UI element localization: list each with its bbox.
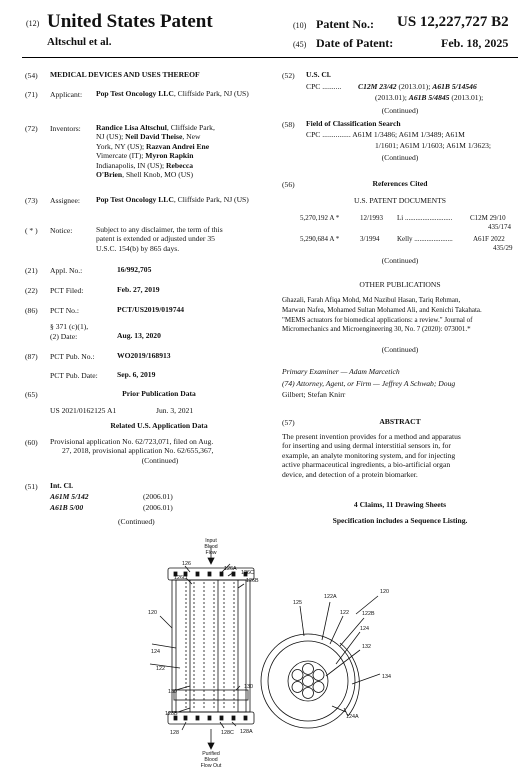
fig-input-3: Flow — [205, 550, 217, 556]
abstract-line-5: device, and detection of a protein biomarker. — [282, 469, 418, 479]
pct-filed-label: PCT Filed: — [50, 286, 84, 295]
assignee-location: , Cliffside Park, NJ (US) — [173, 195, 249, 204]
applicant-location: , Cliffside Park, NJ (US) — [173, 89, 249, 98]
other-pub-line-2: Marwan Nafea, Mohamed Sultan Mohamed Ali, and Kenichi Takahata. — [282, 305, 482, 314]
other-pub-line-1: Ghazali, Farah Afiqa Mohd, Md Nazibul Hasan, Tariq Rehman, — [282, 296, 461, 304]
s371-date: Aug. 13, 2020 — [117, 331, 161, 340]
applicant-label: Applicant: — [50, 90, 83, 99]
ref-1-date: 12/1993 — [360, 214, 383, 222]
abstract-text — [282, 432, 520, 479]
us-docs-heading: U.S. PATENT DOCUMENTS — [354, 196, 446, 205]
fiber-6 — [292, 670, 303, 681]
inventor-2-pre: NJ (US); — [96, 132, 126, 142]
pct-pub-date: Sep. 6, 2019 — [117, 370, 156, 379]
pct-filed: Feb. 27, 2019 — [117, 285, 160, 294]
code-21: (21) — [25, 266, 38, 275]
fig-label-126a: 126A — [224, 566, 237, 572]
fiber-3 — [313, 682, 324, 693]
code-86: (86) — [25, 306, 38, 315]
code-22: (22) — [25, 286, 38, 295]
fig-input-1: Input — [205, 538, 217, 544]
code-star: ( * ) — [25, 226, 38, 235]
inventor-1: Randice Lisa Altschul — [96, 123, 167, 132]
prior-pub-date: Jun. 3, 2021 — [156, 406, 194, 415]
other-pub-text — [282, 296, 518, 335]
inventor-5-pre: Indianapolis, IN (US); — [96, 160, 167, 170]
code-65: (65) — [25, 390, 38, 399]
input-arrow-head — [208, 558, 214, 564]
assignee-value — [96, 195, 266, 204]
intcl-label: Int. Cl. — [50, 481, 73, 490]
provisional-line-1: Provisional application No. 62/723,071, filed on Aug. — [50, 437, 214, 446]
field-cpc-line-2: 1/1601; A61M 1/1603; A61M 1/3623; — [375, 141, 492, 150]
fig-label-122a: 122A — [324, 594, 337, 600]
abstract-line-3: example, an analyte monitoring system, and for injecting — [282, 450, 456, 460]
ref-2-class-2: 435/29 — [493, 244, 513, 252]
abstract-line-1: The present invention provides for a method and apparatus — [282, 432, 461, 441]
pct-pub-no: WO2019/168913 — [117, 351, 171, 360]
cpc-line-1 — [358, 82, 477, 91]
date-label: Date of Patent: — [316, 36, 394, 50]
fig-label-126b: 126B — [246, 578, 259, 584]
inventor-4: Myron Rapkin — [145, 151, 194, 161]
ref-2-no: 5,290,684 A * — [300, 235, 340, 243]
abstract-line-2: for inserting and using dermal interstitial sensors in, for — [282, 441, 451, 451]
attorney-line-2: Gilbert; Stefan Knirr — [282, 390, 346, 399]
patent-number: US 12,227,727 B2 — [397, 14, 509, 30]
abstract-heading: ABSTRACT — [379, 417, 421, 426]
intcl-2-date: (2006.01) — [143, 503, 173, 512]
inventors-label: Inventors: — [50, 124, 81, 133]
notice-line-1: Subject to any disclaimer, the term of this — [96, 225, 223, 234]
inventor-4-pre: Vimercate (IT); — [96, 151, 146, 161]
outer-arc — [340, 643, 359, 716]
fiber-4 — [303, 688, 314, 699]
inventor-3: Razvan Andrei Ene — [146, 141, 210, 151]
fig-label-128: 128 — [170, 730, 179, 736]
notice-label: Notice: — [50, 226, 73, 235]
fig-label-124: 124 — [151, 649, 160, 655]
pct-pub-label: PCT Pub. No.: — [50, 352, 95, 361]
ref-2-name: Kelly ...................... — [397, 235, 453, 243]
related-heading: Related U.S. Application Data — [110, 421, 208, 430]
fig-label-124a: 124A — [346, 714, 359, 720]
applicant-value — [96, 89, 266, 98]
fig-label-128a: 128A — [240, 729, 253, 735]
intcl-continued: (Continued) — [118, 517, 155, 526]
fig-label-128c: 128C — [221, 730, 234, 736]
appl-no-label: Appl. No.: — [50, 266, 83, 275]
code-72: (72) — [25, 124, 38, 133]
applicant-name: Pop Test Oncology LLC — [96, 89, 174, 98]
notice-line-2: patent is extended or adjusted under 35 — [96, 234, 215, 244]
s371-label: § 371 (c)(1), — [50, 322, 89, 331]
fiber-1 — [303, 664, 314, 675]
abstract-line-4: active pharmaceutical ingredients, a bio-artificial organ — [282, 460, 451, 470]
assignee-name: Pop Test Oncology LLC — [96, 195, 174, 204]
inner-housing-circle — [268, 641, 348, 721]
field-continued: (Continued) — [381, 153, 419, 162]
patent-title: United States Patent — [47, 11, 213, 32]
notice-value — [96, 225, 268, 253]
ref-1-class: C12M 29/10 — [470, 214, 506, 222]
invention-title: MEDICAL DEVICES AND USES THEREOF — [50, 70, 200, 79]
code-51: (51) — [25, 482, 38, 491]
code-58: (58) — [282, 120, 295, 129]
inventors-value — [96, 123, 268, 179]
fiber-bundle-circle — [288, 661, 328, 701]
patent-no-label: Patent No.: — [316, 17, 374, 31]
pct-no-label: PCT No.: — [50, 306, 79, 315]
prior-pub-heading: Prior Publication Data — [122, 389, 196, 398]
provisional-continued: (Continued) — [141, 455, 179, 465]
inventor-6: O'Brien — [96, 170, 123, 180]
code-87: (87) — [25, 352, 38, 361]
fig-out-2: Blood — [204, 757, 218, 763]
code-12: (12) — [26, 19, 40, 28]
fig-label-122b: 122B — [362, 611, 375, 617]
other-pubs-heading: OTHER PUBLICATIONS — [359, 280, 441, 289]
fig-label-130: 130 — [168, 689, 177, 695]
cpc-2-date: (2013.01); — [375, 93, 409, 102]
ref-2-class: A61F 2022 — [473, 235, 505, 243]
provisional-line-2: 27, 2018, provisional application No. 62/655,367, — [62, 446, 214, 456]
fig-label-120: 120 — [148, 610, 157, 616]
inventor-6-loc: , Shell Knob, MO (US) — [122, 170, 194, 180]
field-cpc-line-1: CPC ............... A61M 1/3486; A61M 1/3489; A61M — [306, 130, 465, 139]
ref-2-date: 3/1994 — [360, 235, 380, 243]
inventor-5: Rebecca — [166, 160, 194, 170]
outer-housing-circle — [261, 634, 355, 728]
code-56: (56) — [282, 180, 295, 189]
refs-continued: (Continued) — [381, 256, 419, 265]
refs-heading: References Cited — [372, 179, 428, 188]
cpc-1: C12M 23/42 — [358, 82, 397, 91]
notice-line-3: U.S.C. 154(b) by 865 days. — [96, 243, 180, 253]
fig-label-122r: 122 — [340, 610, 349, 616]
cpc-2b: A61B 5/4845 — [408, 93, 450, 102]
cpc-2c-date: (2013.01); — [449, 93, 484, 102]
inventor-1-loc: , Cliffside Park, — [166, 123, 215, 132]
patent-date: Feb. 18, 2025 — [441, 36, 509, 50]
inventor-2: Neil David Theise — [125, 132, 183, 142]
fiber-5 — [292, 682, 303, 693]
other-pub-line-3: "MEMS actuators for biomedical applications: a review." Journal of — [282, 315, 473, 324]
cpc-label: CPC .......... — [306, 82, 342, 91]
s371-date-label: (2) Date: — [50, 332, 78, 341]
provisional-text — [50, 437, 270, 465]
assignee-label: Assignee: — [50, 196, 80, 205]
code-57: (57) — [282, 418, 295, 427]
header-rule — [22, 57, 518, 58]
code-45: (45) — [293, 40, 307, 49]
intcl-1: A61M 5/142 — [50, 492, 89, 501]
fiber-center — [303, 676, 314, 687]
ref-1-no: 5,270,192 A * — [300, 214, 340, 222]
inventor-short: Altschul et al. — [47, 36, 112, 48]
fig-out-1: Purified — [202, 751, 220, 757]
lower-band — [174, 690, 248, 700]
code-52: (52) — [282, 71, 295, 80]
fig-label-126c: 126C — [241, 570, 254, 576]
representative-drawing — [0, 536, 530, 781]
pct-no: PCT/US2019/019744 — [117, 305, 185, 314]
attorney-line-1: (74) Attorney, Agent, or Firm — Jeffrey A Schwab; Doug — [282, 379, 456, 388]
field-search-label: Field of Classification Search — [306, 119, 401, 128]
code-10: (10) — [293, 21, 307, 30]
appl-no: 16/992,705 — [117, 265, 152, 274]
fig-label-125: 125 — [293, 600, 302, 606]
ref-1-name: Li ........................... — [397, 214, 453, 222]
fig-label-132: 132 — [362, 644, 371, 650]
intcl-2: A61B 5/00 — [50, 503, 84, 512]
cpc-1-date: (2013.01); — [396, 82, 433, 91]
other-pubs-continued: (Continued) — [381, 345, 419, 354]
cpc-1c: A61B 5/14546 — [432, 82, 477, 91]
fig-label-130-right: 130 — [244, 684, 253, 690]
fig-label-120r: 120 — [380, 589, 389, 595]
fig-label-126d: 126D — [174, 575, 187, 581]
fig-label-126: 126 — [182, 561, 191, 567]
sequence-listing: Specification includes a Sequence Listing. — [332, 516, 468, 525]
code-60: (60) — [25, 438, 38, 447]
intcl-1-date: (2006.01) — [143, 492, 173, 501]
fig-label-134: 134 — [382, 674, 391, 680]
claims-count: 4 Claims, 11 Drawing Sheets — [353, 500, 447, 509]
code-73: (73) — [25, 196, 38, 205]
inventor-3-pre: York, NY (US); — [96, 141, 146, 151]
fig-out-3: Flow Out — [200, 763, 222, 769]
fiber-2 — [313, 670, 324, 681]
cpc-line-2 — [375, 93, 483, 102]
cpc-continued: (Continued) — [381, 106, 419, 115]
uscl-label: U.S. Cl. — [306, 70, 331, 79]
code-54: (54) — [25, 71, 38, 80]
primary-examiner: Primary Examiner — Adam Marcetich — [282, 367, 400, 376]
fig-input-2: Blood — [204, 544, 218, 550]
inventor-2-loc: , New — [182, 132, 201, 142]
pct-pub-date-label: PCT Pub. Date: — [50, 371, 98, 380]
other-pub-line-4: Micromechanics and Microengineering 30, No. 7 (2020): 073001.* — [282, 325, 471, 334]
fig-label-122: 122 — [156, 666, 165, 672]
code-71: (71) — [25, 90, 38, 99]
prior-pub-no: US 2021/0162125 A1 — [50, 406, 117, 415]
fig-label-128b: 128B — [165, 711, 178, 717]
fig-label-124r: 124 — [360, 626, 369, 632]
inner-body — [176, 580, 246, 712]
ref-1-class-2: 435/174 — [488, 223, 511, 231]
